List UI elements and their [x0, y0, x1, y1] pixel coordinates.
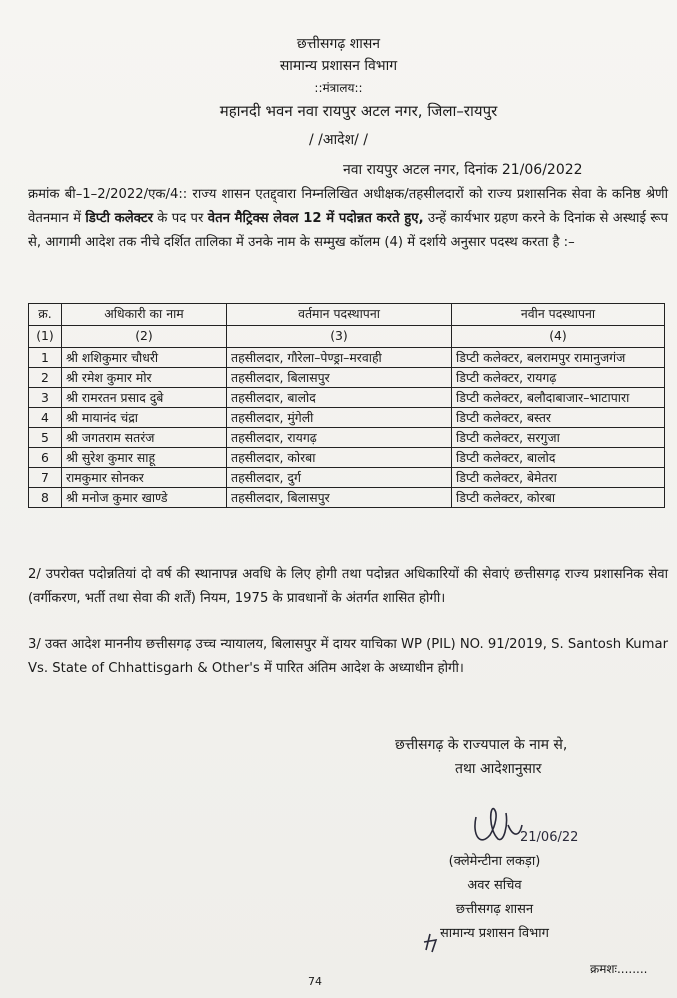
- officer-name: (क्लेमेन्टीना लकड़ा): [448, 854, 541, 869]
- cell-new: डिप्टी कलेक्टर, बेमेतरा: [452, 468, 665, 488]
- initial-mark: [420, 928, 450, 958]
- cell-sno: 3: [29, 388, 62, 408]
- cell-current: तहसीलदार, बिलासपुर: [227, 488, 452, 508]
- table-row: [29, 408, 665, 428]
- cell-sno: 1: [29, 348, 62, 368]
- cell-current: तहसीलदार, रायगढ़: [227, 428, 452, 448]
- order-paragraph-3: 3/ उक्त आदेश माननीय छत्तीसगढ़ उच्च न्यायालय, बिलासपुर में दायर याचिका WP (PIL) NO. 91/2019, S. Santosh Kumar Vs. State of Chhattisgarh & Other's में पारित अंतिम आदेश के अध्याधीन होगी।: [28, 637, 668, 676]
- table-row: [29, 348, 665, 368]
- cell-name: श्री मायानंद चंद्रा: [62, 408, 227, 428]
- cell-current: तहसीलदार, मुंगेली: [227, 408, 452, 428]
- cell-current: तहसीलदार, बिलासपुर: [227, 368, 452, 388]
- signing-officer-block: [440, 850, 549, 946]
- order-title: / /आदेश/ /: [308, 132, 369, 148]
- table-row: [29, 428, 665, 448]
- cell-sno: 8: [29, 488, 62, 508]
- address-line: महानदी भवन नवा रायपुर अटल नगर, जिला–रायपुर: [219, 102, 498, 120]
- header-sno: क्र.: [29, 304, 62, 326]
- cell-new: डिप्टी कलेक्टर, बलौदाबाजार–भाटापारा: [452, 388, 665, 408]
- col-number: (2): [62, 326, 227, 348]
- cell-name: रामकुमार सोनकर: [62, 468, 227, 488]
- col-number: (1): [29, 326, 62, 348]
- cell-sno: 6: [29, 448, 62, 468]
- officer-designation: अवर सचिव: [467, 878, 522, 893]
- page-number: 74: [308, 975, 322, 988]
- officer-department: सामान्य प्रशासन विभाग: [440, 926, 549, 941]
- header-officer-name: अधिकारी का नाम: [62, 304, 227, 326]
- table-row: [29, 488, 665, 508]
- cell-current: तहसीलदार, दुर्ग: [227, 468, 452, 488]
- posting-table: [28, 303, 665, 508]
- order-paragraph-1: क्रमांक बी–1–2/2022/एक/4:: राज्य शासन एतद्द्वारा निम्नलिखित अधीक्षक/तहसीलदारों को राज्य प्रशासनिक सेवा के कनिष्ठ श्रेणी वेतनमान में डिप्टी कलेक्टर के पद पर वेतन मैट्रिक्स लेवल 12 में पदोन्नत करते हुए, उन्हें कार्यभार ग्रहण करने के दिनांक से अस्थाई रूप से, आगामी आदेश तक नीचे दर्शित तालिका में उनके नाम के सम्मुख कॉलम (4) में दर्शाये अनुसार पदस्थ करता है :–: [28, 187, 668, 250]
- header-new-posting: नवीन पदस्थापना: [452, 304, 665, 326]
- col-number: (4): [452, 326, 665, 348]
- cell-new: डिप्टी कलेक्टर, बलरामपुर रामानुजगंज: [452, 348, 665, 368]
- cell-name: श्री शशिकुमार चौधरी: [62, 348, 227, 368]
- cell-name: श्री रमेश कुमार मोर: [62, 368, 227, 388]
- continued-marker: क्रमशः........: [590, 962, 648, 976]
- officer-government: छत्तीसगढ़ शासन: [455, 902, 534, 917]
- table-row: [29, 368, 665, 388]
- cell-name: श्री सुरेश कुमार साहू: [62, 448, 227, 468]
- signature-date: 21/06/22: [520, 830, 578, 845]
- cell-new: डिप्टी कलेक्टर, रायगढ़: [452, 368, 665, 388]
- cell-sno: 7: [29, 468, 62, 488]
- authority-line: [395, 733, 567, 781]
- table-row: [29, 448, 665, 468]
- cell-new: डिप्टी कलेक्टर, कोरबा: [452, 488, 665, 508]
- table-row: [29, 388, 665, 408]
- as-ordered-line: तथा आदेशानुसार: [455, 761, 542, 777]
- cell-current: तहसीलदार, कोरबा: [227, 448, 452, 468]
- ministry-label: ::मंत्रालय::: [314, 81, 363, 95]
- department-name: सामान्य प्रशासन विभाग: [279, 58, 398, 74]
- table-column-number-row: [29, 326, 665, 348]
- governor-name-line: छत्तीसगढ़ के राज्यपाल के नाम से,: [395, 737, 568, 753]
- place-date-line: नवा रायपुर अटल नगर, दिनांक 21/06/2022: [343, 162, 583, 178]
- table-header-row: [29, 304, 665, 326]
- cell-sno: 5: [29, 428, 62, 448]
- col-number: (3): [227, 326, 452, 348]
- cell-sno: 4: [29, 408, 62, 428]
- order-paragraph-2: 2/ उपरोक्त पदोन्नतियां दो वर्ष की स्थानापन्न अवधि के लिए होगी तथा पदोन्नत अधिकारियों की सेवाएं छत्तीसगढ़ राज्य प्रशासनिक सेवा (वर्गीकरण, भर्ती तथा सेवा की शर्तें) नियम, 1975 के प्रावधानों के अंतर्गत शासित होगी।: [28, 567, 668, 606]
- cell-sno: 2: [29, 368, 62, 388]
- cell-new: डिप्टी कलेक्टर, सरगुजा: [452, 428, 665, 448]
- handwritten-signature: [468, 795, 578, 855]
- cell-name: श्री जगतराम सतरंज: [62, 428, 227, 448]
- cell-name: श्री मनोज कुमार खाण्डे: [62, 488, 227, 508]
- header-current-posting: वर्तमान पदस्थापना: [227, 304, 452, 326]
- cell-current: तहसीलदार, बालोद: [227, 388, 452, 408]
- cell-name: श्री रामरतन प्रसाद दुबे: [62, 388, 227, 408]
- cell-new: डिप्टी कलेक्टर, बस्तर: [452, 408, 665, 428]
- government-name: छत्तीसगढ़ शासन: [296, 36, 381, 52]
- table-row: [29, 468, 665, 488]
- cell-current: तहसीलदार, गौरेला–पेण्ड्रा–मरवाही: [227, 348, 452, 368]
- cell-new: डिप्टी कलेक्टर, बालोद: [452, 448, 665, 468]
